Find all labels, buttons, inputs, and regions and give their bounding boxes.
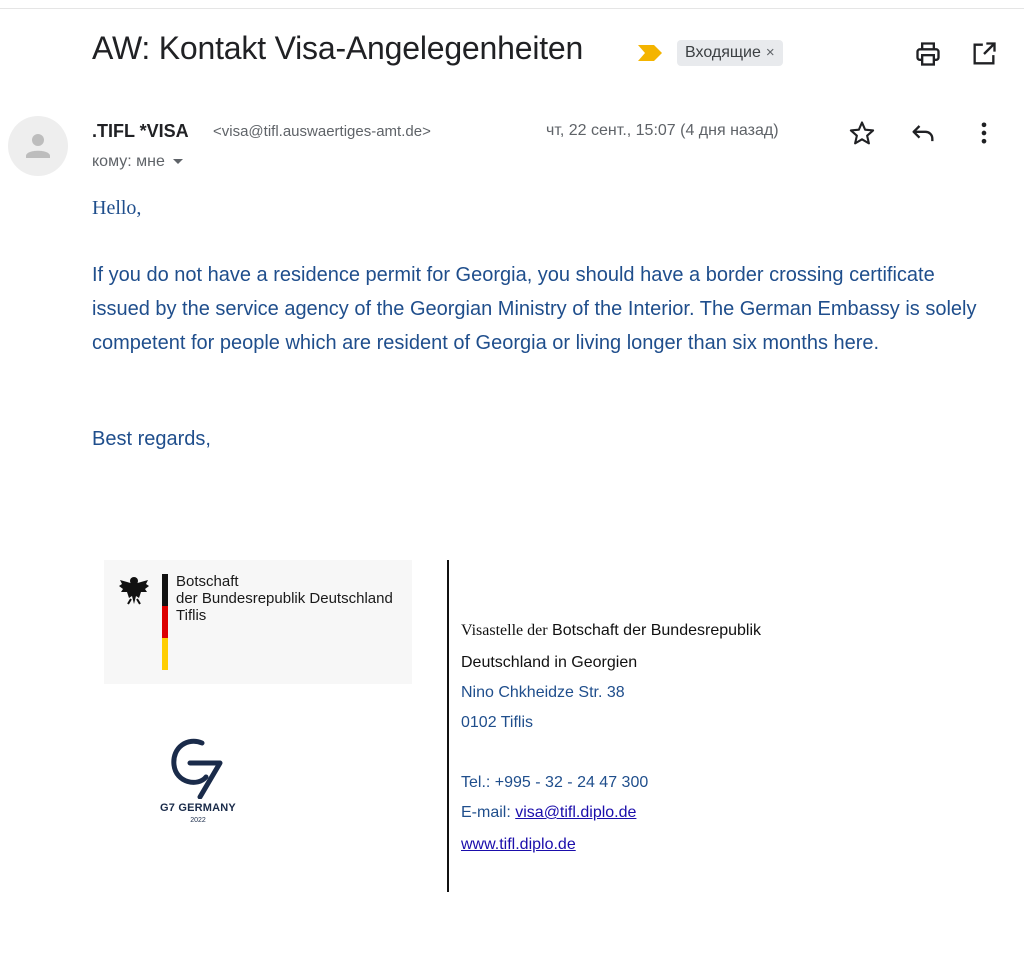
recipient-dropdown[interactable] (92, 153, 183, 171)
signature-email-link[interactable]: visa@tifl.diplo.de (515, 804, 637, 821)
signature-phone: Tel.: +995 - 32 - 24 47 300 (461, 774, 649, 791)
embassy-logo (104, 560, 412, 684)
signature-org-prefix: Visastelle der (461, 622, 548, 639)
signature-website-link[interactable]: www.tifl.diplo.de (461, 836, 576, 853)
recipient-text: кому: мне (92, 153, 165, 170)
logo-line-2: der Bundesrepublik Deutschland (176, 590, 393, 607)
logo-line-1: Botschaft (176, 573, 239, 590)
top-divider (0, 8, 1024, 9)
important-marker-icon[interactable] (636, 44, 664, 62)
g7-germany-logo (138, 735, 258, 830)
g7-logo-icon (166, 735, 226, 799)
more-vert-icon[interactable] (970, 119, 998, 147)
email-greeting: Hello, (92, 197, 142, 219)
sender-email[interactable]: <visa@tifl.auswaertiges-amt.de> (213, 123, 431, 140)
open-in-new-window-icon[interactable] (970, 40, 998, 68)
signature-street: Nino Chkheidze Str. 38 (461, 684, 625, 701)
inbox-label-text: Входящие (685, 44, 761, 61)
reply-icon[interactable] (909, 119, 937, 147)
sender-name[interactable]: .TIFL *VISA (92, 121, 189, 141)
signature-org-line-2: Deutschland in Georgien (461, 654, 638, 671)
signature-email-line (461, 804, 636, 822)
federal-eagle-icon (116, 572, 152, 608)
star-icon[interactable] (848, 119, 876, 147)
sender-avatar[interactable] (8, 116, 68, 176)
email-date: чт, 22 сент., 15:07 (4 дня назад) (546, 122, 779, 139)
g7-logo-year: 2022 (190, 817, 206, 824)
signature-city: 0102 Tiflis (461, 714, 534, 731)
remove-label-icon[interactable]: × (765, 44, 775, 61)
german-flag-bar (162, 574, 168, 670)
signature-org-rest: Botschaft der Bundesrepublik (552, 622, 762, 639)
caret-down-icon (173, 159, 183, 164)
email-subject: AW: Kontakt Visa-Angelegenheiten (92, 30, 584, 66)
signature-org-line-1 (461, 622, 761, 640)
email-body-paragraph: If you do not have a residence permit for Georgia, you should have a border crossing certificate issued by the service agency of the Georgian Ministry of the Interior. The German Embassy is solely competent for people which are resident of Georgia or living longer than six months here. (92, 264, 977, 354)
email-closing: Best regards, (92, 428, 211, 450)
person-icon (8, 116, 68, 176)
inbox-label-chip[interactable] (677, 40, 783, 66)
print-icon[interactable] (914, 40, 942, 68)
logo-line-3: Tiflis (176, 607, 207, 624)
embassy-logo-text (176, 573, 393, 624)
signature-email-label: E-mail: (461, 804, 511, 821)
g7-logo-text: G7 GERMANY (160, 802, 236, 814)
signature-divider (447, 560, 449, 892)
